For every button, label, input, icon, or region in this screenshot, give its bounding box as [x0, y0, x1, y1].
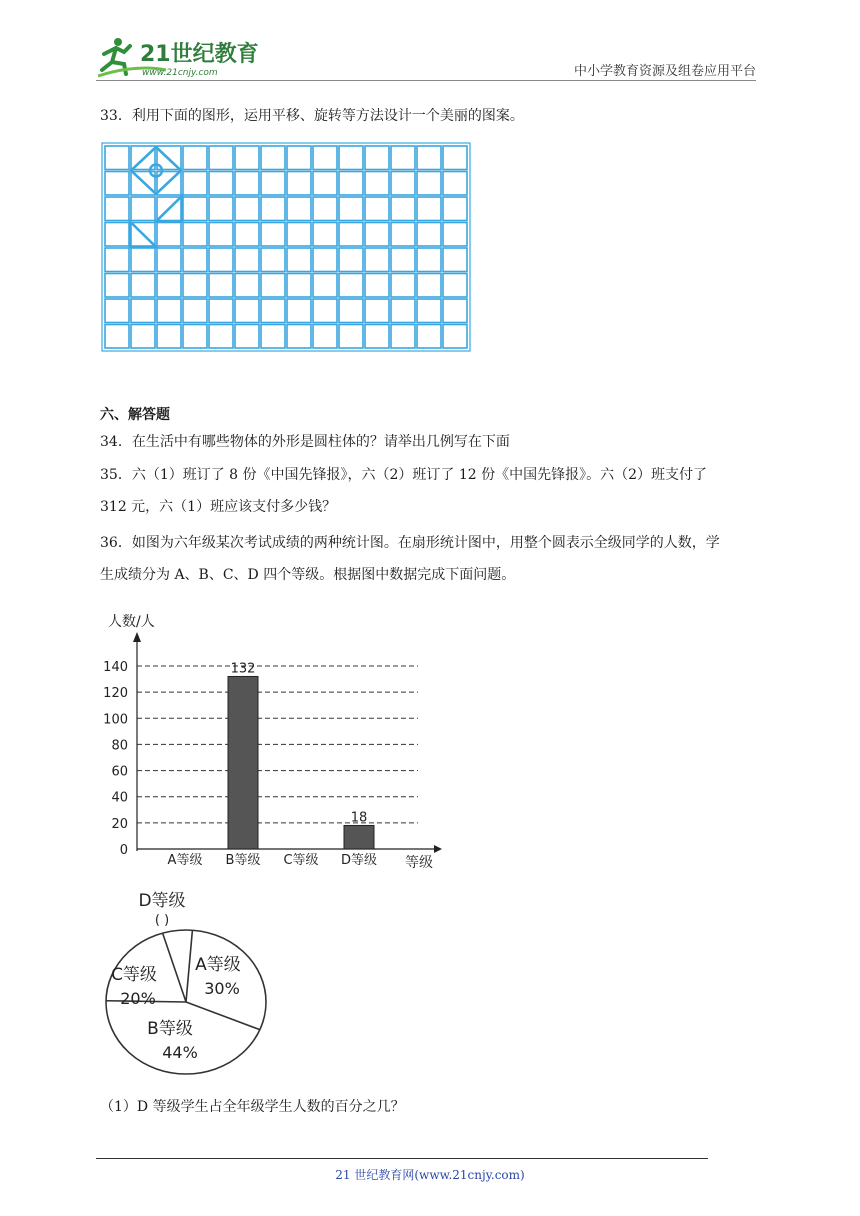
grid-cell — [417, 274, 441, 298]
grid-cell — [105, 223, 129, 247]
grid-cell — [339, 146, 363, 170]
grid-cell — [365, 299, 389, 323]
grid-cell — [313, 146, 337, 170]
grid-cell — [443, 223, 467, 247]
y-axis-label: 人数/人 — [108, 614, 155, 630]
header-divider — [96, 80, 756, 81]
grid-cell — [105, 299, 129, 323]
grid-cell — [339, 172, 363, 196]
pie-slice-boundary — [186, 930, 192, 1002]
grid-cell — [287, 325, 311, 349]
grid-cell — [105, 172, 129, 196]
grid-cell — [391, 299, 415, 323]
grid-cell — [261, 325, 285, 349]
grid-cell — [183, 146, 207, 170]
x-category-label: B等级 — [225, 853, 261, 868]
grid-cell — [131, 274, 155, 298]
triangle-shape-upper — [156, 196, 182, 222]
x-axis-arrow — [434, 845, 442, 853]
grid-cell — [209, 248, 233, 272]
grid-cell — [235, 325, 259, 349]
header-platform-text: 中小学教育资源及组卷应用平台 — [573, 64, 756, 79]
grid-cell — [261, 248, 285, 272]
grid-cell — [417, 172, 441, 196]
grid-cell — [391, 248, 415, 272]
pie-slice-label: A等级 — [195, 955, 241, 975]
triangle-shape-lower — [130, 222, 156, 248]
grid-cell — [287, 223, 311, 247]
y-tick-label: 140 — [103, 660, 128, 675]
grid-cell — [313, 299, 337, 323]
pie-slice-label: C等级 — [111, 965, 157, 985]
grid-cell — [287, 248, 311, 272]
grid-cell — [391, 146, 415, 170]
grid-cell — [209, 223, 233, 247]
y-tick-label: 60 — [111, 764, 128, 780]
grid-cell — [339, 299, 363, 323]
grid-cell — [339, 274, 363, 298]
grid-cell — [157, 325, 181, 349]
grid-cell — [313, 172, 337, 196]
grid-cell — [235, 197, 259, 221]
grid-cell — [339, 248, 363, 272]
grid-cell — [339, 197, 363, 221]
grid-cell — [183, 197, 207, 221]
y-axis-arrow — [133, 632, 141, 642]
footer-divider — [96, 1158, 708, 1159]
y-tick-label: 0 — [119, 843, 128, 858]
grid-cell — [313, 248, 337, 272]
grid-cell — [261, 146, 285, 170]
pie-slice-boundary — [163, 933, 186, 1002]
question-35-line1: 35．六（1）班订了 8 份《中国先锋报》，六（2）班订了 12 份《中国先锋报》。六（2）班支付了 — [100, 467, 708, 483]
question-36-sub1: （1）D 等级学生占全年级学生人数的百分之几？ — [100, 1099, 405, 1115]
grid-cell — [365, 146, 389, 170]
grid-cell — [365, 274, 389, 298]
pie-slice-label: D等级 — [138, 891, 186, 911]
bar — [228, 676, 258, 849]
diamond-shape — [131, 147, 181, 194]
grid-cell — [339, 223, 363, 247]
grid-cell — [183, 223, 207, 247]
grid-cell — [131, 325, 155, 349]
x-category-label: A等级 — [167, 853, 203, 868]
grid-cell — [209, 197, 233, 221]
question-33: 33．利用下面的图形，运用平移、旋转等方法设计一个美丽的图案。 — [100, 108, 524, 124]
grid-cell — [365, 197, 389, 221]
grid-cell — [391, 325, 415, 349]
pie-slice-percent: 20% — [120, 989, 156, 1008]
pie-slice-percent: 30% — [204, 979, 240, 998]
pie-chart — [100, 882, 280, 1086]
grid-cell — [287, 197, 311, 221]
grid-cell — [235, 248, 259, 272]
grid-cell — [183, 248, 207, 272]
grid-cell — [391, 172, 415, 196]
grid-cell — [131, 197, 155, 221]
grid-cell — [105, 146, 129, 170]
grid-cell — [235, 172, 259, 196]
grid-cell — [313, 274, 337, 298]
grid-cell — [183, 172, 207, 196]
grid-cell — [183, 299, 207, 323]
pie-slice-boundary — [186, 1002, 260, 1030]
logo-text: 21世纪教育 — [140, 42, 259, 67]
question-35-line2: 312 元，六（1）班应该支付多少钱？ — [100, 499, 337, 515]
y-tick-label: 20 — [111, 816, 128, 832]
x-category-label: D等级 — [340, 853, 378, 868]
grid-cell — [287, 172, 311, 196]
logo-url: www.21cnjy.com — [142, 68, 218, 78]
grid-cell — [417, 146, 441, 170]
bar-data-label: 18 — [350, 810, 368, 826]
grid-cell — [313, 223, 337, 247]
question-36-line2: 生成绩分为 A、B、C、D 四个等级。根据图中数据完成下面问题。 — [100, 567, 516, 583]
grid-cell — [287, 299, 311, 323]
grid-cell — [105, 248, 129, 272]
grid-cell — [157, 299, 181, 323]
section-title: 六、解答题 — [100, 407, 170, 423]
grid-cell — [131, 299, 155, 323]
grid-cell — [157, 223, 181, 247]
grid-cell — [209, 146, 233, 170]
grid-cell — [157, 274, 181, 298]
grid-cell — [313, 325, 337, 349]
grid-cell — [417, 248, 441, 272]
grid-cell — [209, 274, 233, 298]
grid-cell — [391, 223, 415, 247]
grid-cell — [313, 197, 337, 221]
question-36-line1: 36．如图为六年级某次考试成绩的两种统计图。在扇形统计图中，用整个圆表示全级同学的人数，学 — [100, 535, 720, 551]
grid-cell — [209, 325, 233, 349]
grid-cell — [261, 172, 285, 196]
grid-cell — [183, 325, 207, 349]
grid-pattern-figure — [101, 142, 471, 356]
grid-cell — [417, 325, 441, 349]
grid-cell — [235, 299, 259, 323]
pie-slice-percent: ( ) — [154, 913, 170, 928]
grid-cell — [105, 325, 129, 349]
grid-cell — [365, 325, 389, 349]
grid-cell — [443, 325, 467, 349]
grid-cell — [183, 274, 207, 298]
grid-cell — [261, 197, 285, 221]
site-logo — [96, 34, 266, 82]
y-tick-label: 100 — [103, 712, 128, 728]
question-34: 34．在生活中有哪些物体的外形是圆柱体的？请举出几例写在下面 — [100, 434, 510, 450]
grid-cell — [391, 197, 415, 221]
grid-cell — [209, 172, 233, 196]
y-tick-label: 80 — [111, 738, 128, 754]
grid-cell — [443, 274, 467, 298]
center-circle — [150, 165, 162, 177]
grid-cell — [235, 146, 259, 170]
grid-cell — [157, 248, 181, 272]
pie-slice-percent: 44% — [162, 1043, 198, 1062]
grid-cell — [209, 299, 233, 323]
x-category-label: C等级 — [283, 853, 319, 868]
grid-cell — [105, 197, 129, 221]
grid-cell — [443, 197, 467, 221]
grid-cell — [105, 274, 129, 298]
bar — [344, 825, 374, 849]
grid-cell — [261, 274, 285, 298]
grid-cell — [443, 146, 467, 170]
pie-slice-label: B等级 — [147, 1019, 193, 1039]
grid-cell — [365, 172, 389, 196]
grid-cell — [443, 248, 467, 272]
grid-cell — [131, 248, 155, 272]
footer-text: 21 世纪教育网(www.21cnjy.com) — [335, 1168, 525, 1182]
x-axis-label: 等级 — [405, 855, 433, 871]
grid-cell — [391, 274, 415, 298]
grid-cell — [417, 197, 441, 221]
bar-data-label: 132 — [230, 661, 256, 677]
grid-cell — [365, 223, 389, 247]
grid-cell — [235, 223, 259, 247]
grid-cell — [287, 146, 311, 170]
grid-cell — [287, 274, 311, 298]
y-tick-label: 120 — [103, 686, 128, 702]
grid-cell — [261, 223, 285, 247]
grid-cell — [417, 299, 441, 323]
grid-cell — [443, 299, 467, 323]
bar-chart — [100, 610, 450, 879]
grid-cell — [417, 223, 441, 247]
grid-cell — [443, 172, 467, 196]
y-tick-label: 40 — [111, 790, 128, 806]
grid-cell — [261, 299, 285, 323]
grid-cell — [365, 248, 389, 272]
grid-cell — [339, 325, 363, 349]
grid-cell — [235, 274, 259, 298]
